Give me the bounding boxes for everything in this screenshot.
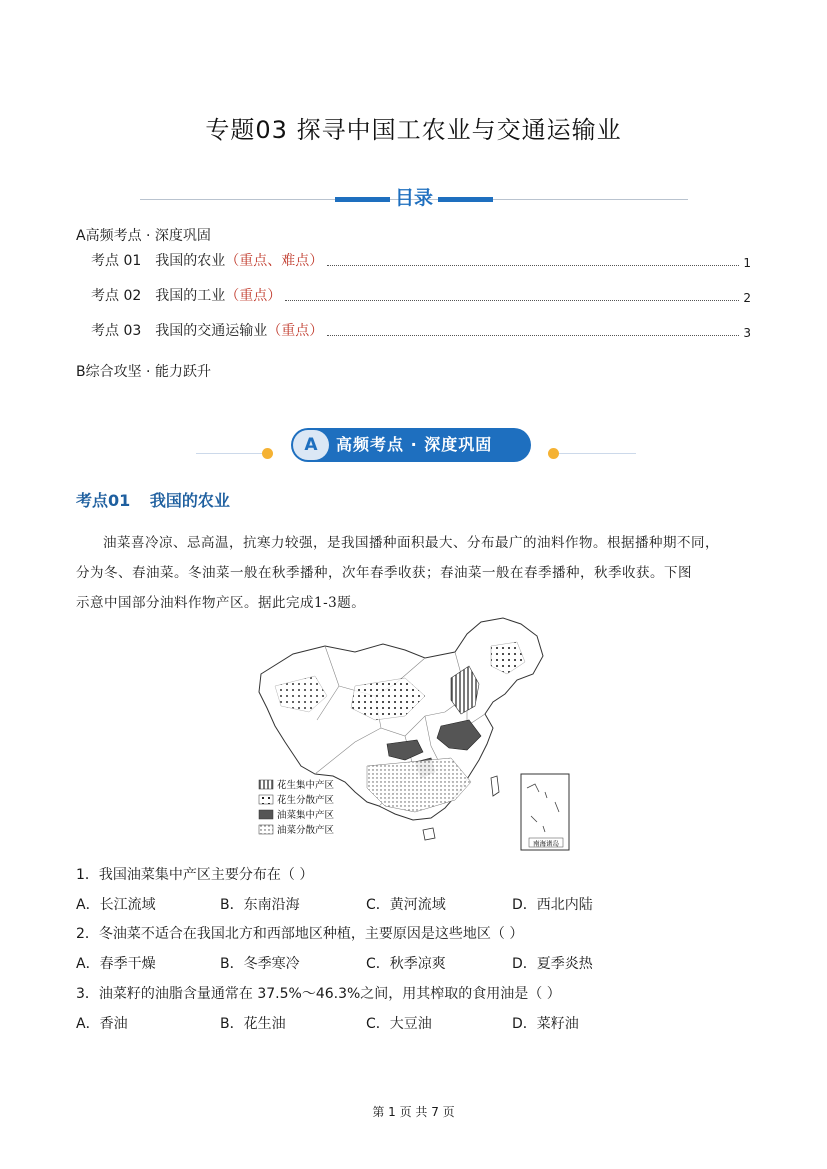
kaodian-heading [76,488,244,511]
inset-label: 南海诸岛 [533,839,559,848]
map-taiwan [491,776,499,796]
toc-item-name: 我国的农业 [155,253,226,269]
toc-leader [327,265,739,266]
toc-item[interactable] [91,287,751,305]
banner-title: 高频考点 · 深度巩固 [336,435,493,454]
map-rapeseed-dispersed [367,758,471,812]
option[interactable]: D．夏季炎热 [512,956,593,972]
legend-label: 花生集中产区 [277,780,335,791]
toc-item-name: 我国的工业 [155,288,226,304]
divider-accent-left [335,197,390,202]
legend-label: 油菜集中产区 [277,810,335,821]
page-title: 专题03 探寻中国工农业与交通运输业 [205,116,622,144]
map-legend [259,779,335,836]
banner-line-left [196,453,266,454]
toc-heading: 目录 [394,187,433,209]
option[interactable]: A．香油 [76,1016,128,1032]
map-hainan [423,828,435,840]
toc-header [140,183,688,209]
option[interactable]: D．西北内陆 [512,897,593,913]
option[interactable]: B．花生油 [220,1016,286,1032]
banner-dot-right [548,448,559,459]
option[interactable]: D．菜籽油 [512,1016,579,1032]
toc-section-a[interactable]: A高频考点 · 深度巩固 [76,228,211,244]
china-oilcrop-map [255,616,573,852]
kaodian-code: 考点01 [76,491,131,510]
toc-item-page: 3 [743,326,751,340]
toc-item-code: 考点 03 [91,323,142,339]
toc-item-name: 我国的交通运输业 [155,323,268,339]
divider-accent-right [438,197,493,202]
question-stem: 2．冬油菜不适合在我国北方和西部地区种植，主要原因是这些地区（ ） [76,926,524,942]
passage-line: 油菜喜冷凉、忌高温，抗寒力较强，是我国播种面积最大、分布最广的油料作物。根据播种期不同， [103,535,719,551]
kaodian-name: 我国的农业 [149,491,230,510]
section-banner [196,428,636,466]
legend-label: 花生分散产区 [277,795,335,806]
legend-swatch [259,795,273,804]
option[interactable]: B．东南沿海 [220,897,300,913]
legend-swatch [259,780,273,789]
toc-section-b[interactable]: B综合攻坚 · 能力跃升 [76,364,211,380]
toc-item[interactable] [91,252,751,270]
toc-item-tag: （重点、难点） [225,253,324,269]
option[interactable]: C．大豆油 [366,1016,432,1032]
banner-line-right [556,453,636,454]
banner-dot-left [262,448,273,459]
option[interactable]: A．春季干燥 [76,956,156,972]
toc-item-tag: （重点） [267,323,324,339]
option[interactable]: C．秋季凉爽 [366,956,446,972]
toc-item-page: 1 [743,256,751,270]
question-stem: 3．油菜籽的油脂含量通常在 37.5%～46.3%之间，用其榨取的食用油是（ ） [76,986,561,1002]
toc-item-code: 考点 01 [91,253,142,269]
legend-swatch [259,825,273,834]
passage-line: 分为冬、春油菜。冬油菜一般在秋季播种，次年春季收获；春油菜一般在春季播种，秋季收获。下图 [76,565,692,581]
toc-item-code: 考点 02 [91,288,142,304]
option[interactable]: B．冬季寒冷 [220,956,300,972]
legend-swatch [259,810,273,819]
toc-item[interactable] [91,322,751,340]
map-south-china-sea-inset [521,774,569,850]
toc-leader [285,300,739,301]
banner-letter: A [293,430,329,460]
legend-label: 油菜分散产区 [277,825,335,836]
page-footer: 第 1 页 共 7 页 [372,1105,455,1119]
question-stem: 1．我国油菜集中产区主要分布在（ ） [76,867,314,883]
passage-line: 示意中国部分油料作物产区。据此完成1-3题。 [76,595,366,611]
toc-item-tag: （重点） [225,288,282,304]
toc-item-page: 2 [743,291,751,305]
option[interactable]: C．黄河流域 [366,897,446,913]
toc-leader [327,335,739,336]
option[interactable]: A．长江流域 [76,897,156,913]
